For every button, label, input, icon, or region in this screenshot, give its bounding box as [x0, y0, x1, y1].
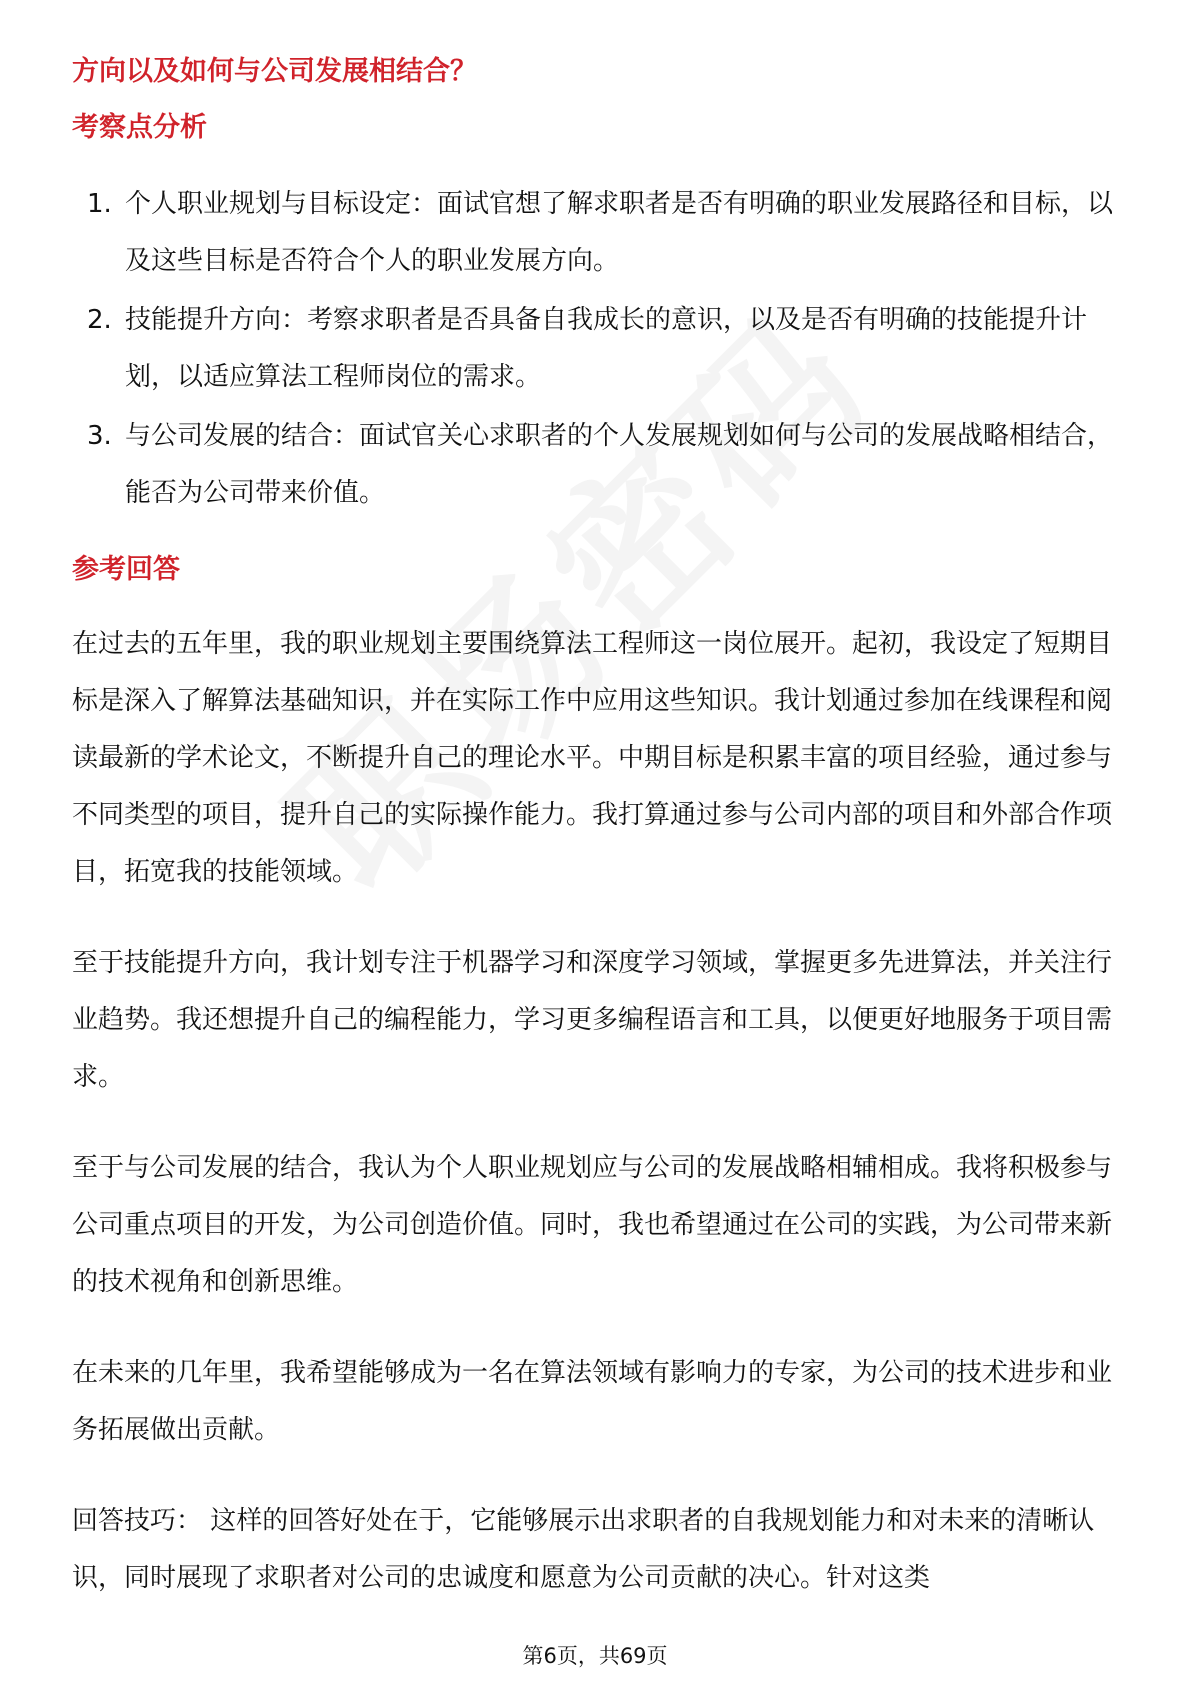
- analysis-point: [72, 408, 1122, 522]
- analysis-heading: 考察点分析: [72, 112, 207, 143]
- page-number-footer: 第6页，共69页: [522, 1644, 668, 1668]
- answer-paragraph: 至于技能提升方向，我计划专注于机器学习和深度学习领域，掌握更多先进算法，并关注行业趋势。我还想提升自己的编程能力，学习更多编程语言和工具，以便更好地服务于项目需求。: [72, 948, 1113, 1092]
- answer-paragraph: 至于与公司发展的结合，我认为个人职业规划应与公司的发展战略相辅相成。我将积极参与公司重点项目的开发，为公司创造价值。同时，我也希望通过在公司的实践，为公司带来新的技术视角和创新思维。: [72, 1153, 1113, 1297]
- page-content: [72, 44, 1122, 1607]
- answer-heading: 参考回答: [72, 554, 180, 585]
- question-title: 方向以及如何与公司发展相结合？: [72, 56, 477, 87]
- answer-paragraph: 在未来的几年里，我希望能够成为一名在算法领域有影响力的专家，为公司的技术进步和业务拓展做出贡献。: [72, 1358, 1113, 1445]
- analysis-point-text: 与公司发展的结合：面试官关心求职者的个人发展规划如何与公司的发展战略相结合，能否为公司带来价值。: [125, 421, 1114, 508]
- analysis-point: [72, 292, 1122, 406]
- analysis-point: [72, 176, 1122, 290]
- analysis-point-text: 技能提升方向：考察求职者是否具备自我成长的意识，以及是否有明确的技能提升计划，以适应算法工程师岗位的需求。: [125, 305, 1088, 392]
- list-number: 3.: [87, 421, 112, 451]
- list-number: 2.: [87, 305, 112, 335]
- analysis-point-text: 个人职业规划与目标设定：面试官想了解求职者是否有明确的职业发展路径和目标，以及这些目标是否符合个人的职业发展方向。: [125, 189, 1114, 276]
- analysis-list: [72, 176, 1122, 522]
- list-number: 1.: [87, 189, 112, 219]
- answer-tip-paragraph: 回答技巧： 这样的回答好处在于，它能够展示出求职者的自我规划能力和对未来的清晰认识，同时展现了求职者对公司的忠诚度和愿意为公司贡献的决心。针对这类: [72, 1506, 1095, 1593]
- answer-paragraph: 在过去的五年里，我的职业规划主要围绕算法工程师这一岗位展开。起初，我设定了短期目标是深入了解算法基础知识，并在实际工作中应用这些知识。我计划通过参加在线课程和阅读最新的学术论文，不断提升自己的理论水平。中期目标是积累丰富的项目经验，通过参与不同类型的项目，提升自己的实际操作能力。我打算通过参与公司内部的项目和外部合作项目，拓宽我的技能领域。: [72, 629, 1113, 887]
